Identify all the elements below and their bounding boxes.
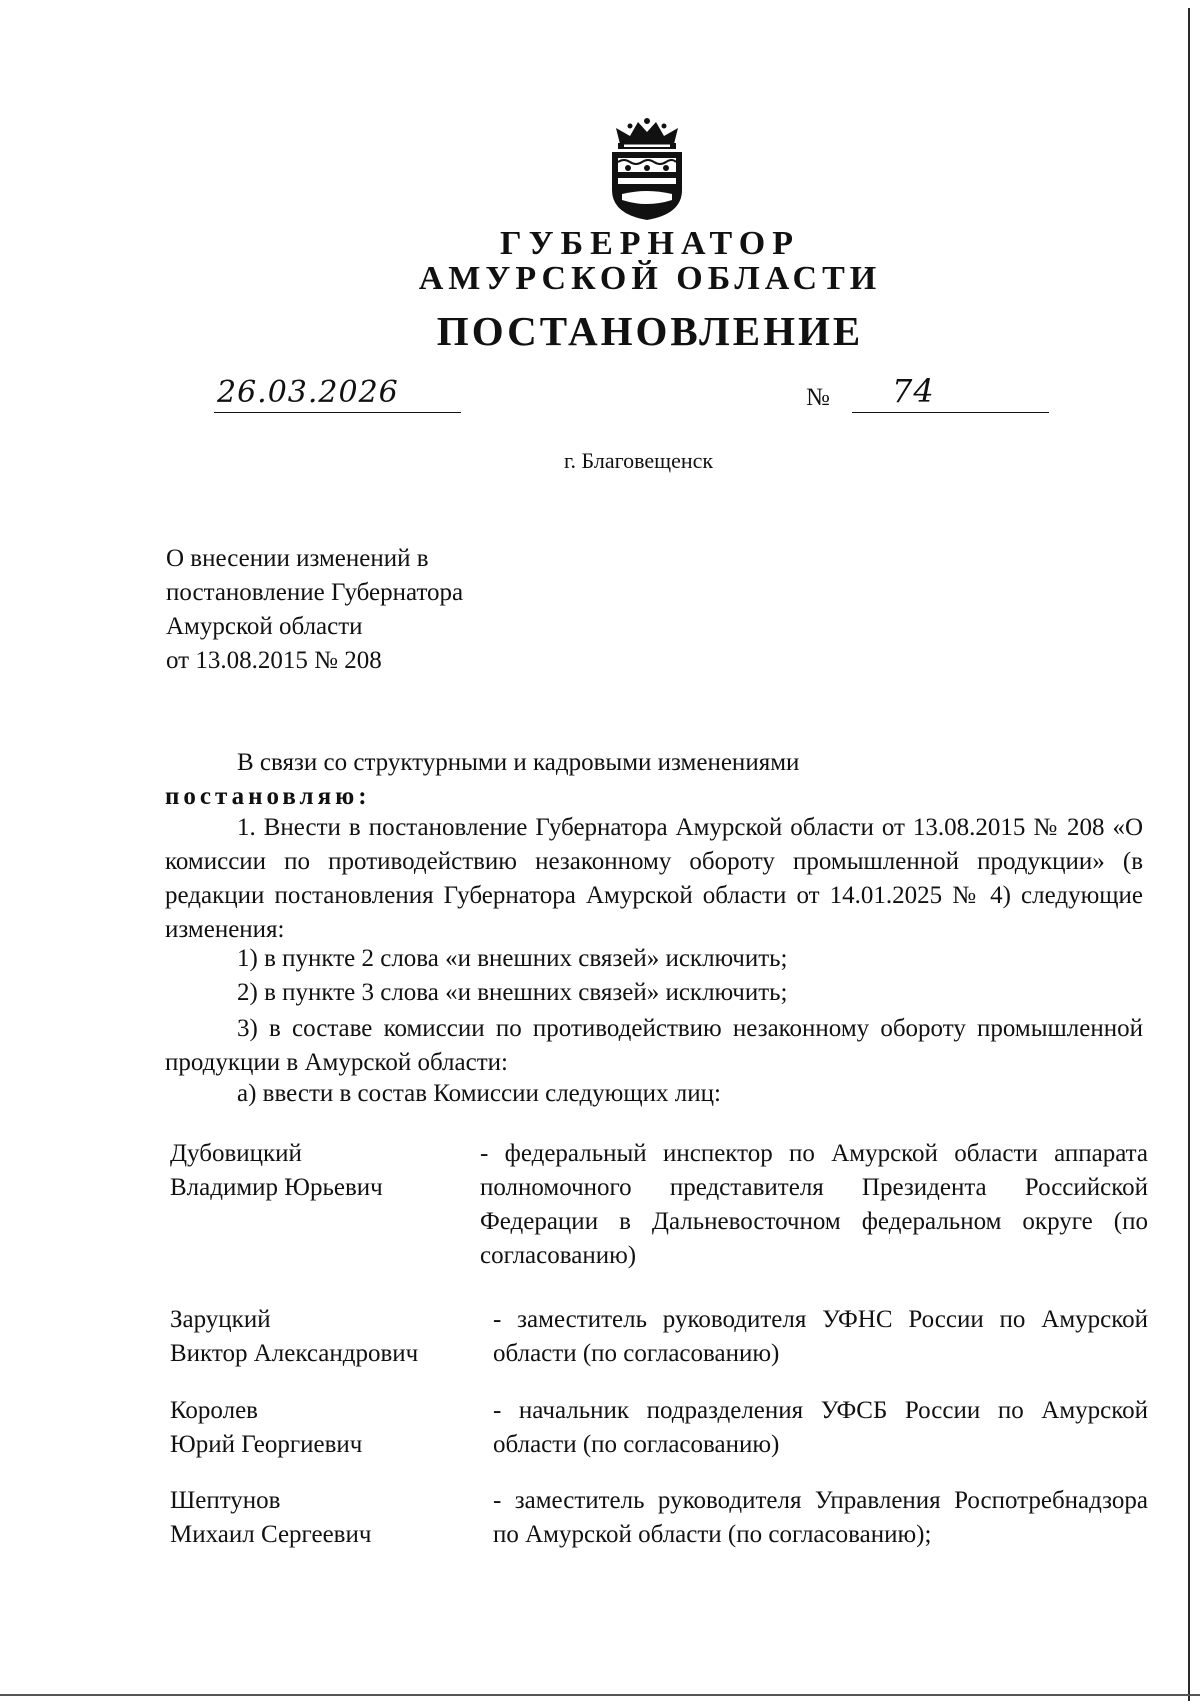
subject-line: от 13.08.2015 № 208 xyxy=(166,647,382,674)
sub-item-3a: а) ввести в состав Комиссии следующих лиц: xyxy=(237,1080,721,1107)
member-surname: Дубовицкий xyxy=(170,1140,302,1167)
member-given-names: Михаил Сергеевич xyxy=(170,1521,372,1548)
number-field xyxy=(852,372,1049,413)
subject-block xyxy=(166,542,463,678)
member-name xyxy=(170,1394,470,1462)
sub-item-1: 1) в пункте 2 слова «и внешних связей» исключить; xyxy=(237,945,788,972)
date-field xyxy=(214,375,461,413)
member-name xyxy=(170,1303,470,1371)
sub-item-2: 2) в пункте 3 слова «и внешних связей» исключить; xyxy=(237,979,788,1006)
handwritten-number: 74 xyxy=(892,372,935,410)
member-role: - начальник подразделения УФСБ России по Амурской области (по согласованию) xyxy=(493,1397,1148,1458)
member-role: - заместитель руководителя УФНС России по Амурской области (по согласованию) xyxy=(493,1306,1148,1367)
subject-line: О внесении изменений в xyxy=(166,545,429,572)
member-given-names: Владимир Юрьевич xyxy=(170,1174,383,1201)
member-name xyxy=(170,1484,470,1552)
member-given-names: Виктор Александрович xyxy=(170,1340,419,1367)
amur-region-coat-of-arms-icon xyxy=(606,118,688,222)
resolve-word: постановляю: xyxy=(165,783,371,810)
city: г. Благовещенск xyxy=(564,448,714,473)
item-1: 1. Внести в постановление Губернатора Амурской области от 13.08.2015 № 208 «О комиссии по противодействию незаконному обороту промышленной продукции» (в редакции постановления Губернатора Амурской области от 14.01.2025 № 4) следующие изменения: xyxy=(165,814,1143,943)
handwritten-date: 26.03.2026 xyxy=(217,375,399,410)
member-surname: Шептунов xyxy=(170,1487,281,1514)
member-surname: Заруцкий xyxy=(170,1306,271,1333)
subject-line: Амурской области xyxy=(166,613,363,640)
member-name xyxy=(170,1137,470,1205)
sub-item-3: 3) в составе комиссии по противодействию незаконному обороту промышленной продукции в Амурской области: xyxy=(165,1015,1143,1076)
member-given-names: Юрий Георгиевич xyxy=(170,1431,363,1458)
member-surname: Королев xyxy=(170,1397,258,1424)
subject-line: постановление Губернатора xyxy=(166,579,464,606)
document-type: ПОСТАНОВЛЕНИЕ xyxy=(436,308,864,354)
issuer-title-line1: ГУБЕРНАТОР xyxy=(500,225,800,262)
number-label: № xyxy=(806,384,830,411)
member-role: - заместитель руководителя Управления Роспотребнадзора по Амурской области (по согласованию); xyxy=(493,1487,1148,1548)
page-edge-bottom xyxy=(0,1694,1200,1696)
member-role: - федеральный инспектор по Амурской области аппарата полномочного представителя Президента Российской Федерации в Дальневосточном федеральном округе (по согласованию) xyxy=(480,1140,1148,1269)
intro-line: В связи со структурными и кадровыми изменениями xyxy=(237,749,800,776)
issuer-title-line2: АМУРСКОЙ ОБЛАСТИ xyxy=(418,260,882,297)
